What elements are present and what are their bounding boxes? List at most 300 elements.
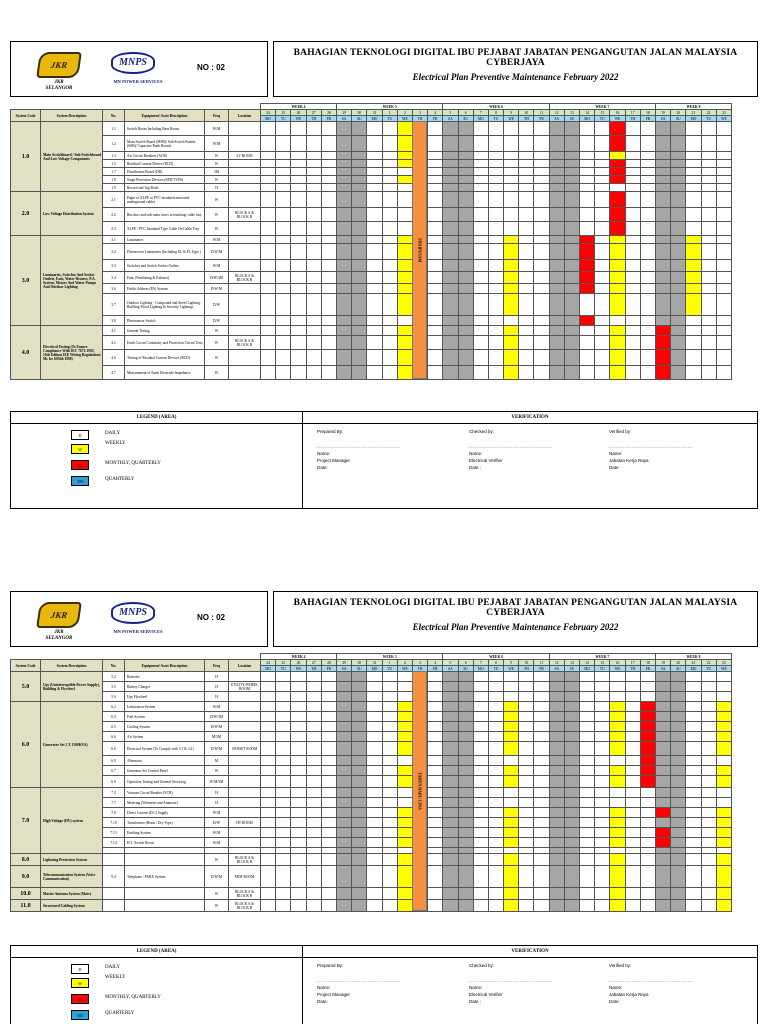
schedule-cell[interactable] <box>276 152 291 160</box>
schedule-cell[interactable] <box>701 682 716 692</box>
schedule-cell[interactable] <box>671 168 686 176</box>
schedule-cell[interactable] <box>519 244 534 260</box>
schedule-cell[interactable] <box>473 350 488 366</box>
schedule-cell[interactable] <box>428 900 443 912</box>
schedule-cell[interactable] <box>580 366 595 380</box>
schedule-cell[interactable] <box>640 272 655 284</box>
schedule-cell[interactable] <box>397 222 412 236</box>
schedule-cell[interactable] <box>640 326 655 336</box>
schedule-cell[interactable] <box>458 672 473 682</box>
schedule-cell[interactable] <box>337 336 352 350</box>
schedule-cell[interactable] <box>261 176 276 184</box>
schedule-cell[interactable] <box>671 866 686 888</box>
schedule-cell[interactable] <box>382 808 397 818</box>
schedule-cell[interactable] <box>534 702 549 712</box>
schedule-cell[interactable] <box>625 798 640 808</box>
schedule-cell[interactable] <box>306 350 321 366</box>
schedule-cell[interactable] <box>625 900 640 912</box>
schedule-cell[interactable] <box>337 732 352 742</box>
schedule-cell[interactable] <box>473 152 488 160</box>
schedule-cell[interactable] <box>397 838 412 848</box>
schedule-cell[interactable] <box>321 284 336 294</box>
schedule-cell[interactable] <box>488 712 503 722</box>
schedule-cell[interactable] <box>261 294 276 316</box>
schedule-cell[interactable] <box>534 900 549 912</box>
schedule-cell[interactable] <box>564 192 579 208</box>
schedule-cell[interactable] <box>352 756 367 766</box>
schedule-cell[interactable] <box>276 272 291 284</box>
schedule-cell[interactable] <box>261 184 276 192</box>
schedule-cell[interactable] <box>337 756 352 766</box>
schedule-cell[interactable] <box>504 260 519 272</box>
schedule-cell[interactable] <box>534 756 549 766</box>
schedule-cell[interactable] <box>716 742 731 756</box>
schedule-cell[interactable] <box>625 326 640 336</box>
schedule-cell[interactable] <box>519 136 534 152</box>
schedule-cell[interactable] <box>306 176 321 184</box>
schedule-cell[interactable] <box>519 272 534 284</box>
schedule-cell[interactable] <box>276 702 291 712</box>
schedule-cell[interactable] <box>473 222 488 236</box>
schedule-cell[interactable] <box>610 888 625 900</box>
schedule-cell[interactable] <box>306 722 321 732</box>
schedule-cell[interactable] <box>595 808 610 818</box>
schedule-cell[interactable] <box>473 712 488 722</box>
schedule-cell[interactable] <box>337 236 352 244</box>
schedule-cell[interactable] <box>504 316 519 326</box>
schedule-cell[interactable] <box>261 828 276 838</box>
schedule-cell[interactable] <box>610 244 625 260</box>
schedule-cell[interactable] <box>549 208 564 222</box>
schedule-cell[interactable] <box>428 152 443 160</box>
schedule-cell[interactable] <box>367 798 382 808</box>
schedule-cell[interactable] <box>337 222 352 236</box>
schedule-cell[interactable] <box>564 336 579 350</box>
schedule-cell[interactable] <box>549 260 564 272</box>
schedule-cell[interactable] <box>595 136 610 152</box>
schedule-cell[interactable] <box>337 722 352 732</box>
schedule-cell[interactable] <box>473 366 488 380</box>
schedule-cell[interactable] <box>306 798 321 808</box>
schedule-cell[interactable] <box>640 294 655 316</box>
schedule-cell[interactable] <box>671 244 686 260</box>
schedule-cell[interactable] <box>610 350 625 366</box>
schedule-cell[interactable] <box>595 168 610 176</box>
schedule-cell[interactable] <box>261 244 276 260</box>
schedule-cell[interactable] <box>640 244 655 260</box>
schedule-cell[interactable] <box>291 766 306 776</box>
schedule-cell[interactable] <box>686 866 701 888</box>
schedule-cell[interactable] <box>504 208 519 222</box>
schedule-cell[interactable] <box>549 244 564 260</box>
schedule-cell[interactable] <box>671 294 686 316</box>
schedule-cell[interactable] <box>519 838 534 848</box>
schedule-cell[interactable] <box>716 122 731 136</box>
schedule-cell[interactable] <box>473 136 488 152</box>
schedule-cell[interactable] <box>321 336 336 350</box>
schedule-cell[interactable] <box>564 888 579 900</box>
schedule-cell[interactable] <box>625 184 640 192</box>
schedule-cell[interactable] <box>716 722 731 732</box>
schedule-cell[interactable] <box>534 854 549 866</box>
schedule-cell[interactable] <box>306 766 321 776</box>
schedule-cell[interactable] <box>564 702 579 712</box>
schedule-cell[interactable] <box>337 294 352 316</box>
schedule-cell[interactable] <box>656 244 671 260</box>
schedule-cell[interactable] <box>367 350 382 366</box>
schedule-cell[interactable] <box>716 798 731 808</box>
schedule-cell[interactable] <box>610 294 625 316</box>
schedule-cell[interactable] <box>549 808 564 818</box>
schedule-cell[interactable] <box>564 742 579 756</box>
schedule-cell[interactable] <box>549 326 564 336</box>
schedule-cell[interactable] <box>640 160 655 168</box>
schedule-cell[interactable] <box>595 854 610 866</box>
schedule-cell[interactable] <box>595 866 610 888</box>
schedule-cell[interactable] <box>549 272 564 284</box>
schedule-cell[interactable] <box>610 854 625 866</box>
schedule-cell[interactable] <box>671 336 686 350</box>
schedule-cell[interactable] <box>321 776 336 788</box>
schedule-cell[interactable] <box>367 208 382 222</box>
schedule-cell[interactable] <box>306 326 321 336</box>
schedule-cell[interactable] <box>352 722 367 732</box>
schedule-cell[interactable] <box>625 294 640 316</box>
schedule-cell[interactable] <box>428 366 443 380</box>
schedule-cell[interactable] <box>595 122 610 136</box>
schedule-cell[interactable] <box>443 776 458 788</box>
schedule-cell[interactable] <box>367 272 382 284</box>
schedule-cell[interactable] <box>382 160 397 168</box>
schedule-cell[interactable] <box>656 742 671 756</box>
schedule-cell[interactable] <box>261 866 276 888</box>
schedule-cell[interactable] <box>321 766 336 776</box>
schedule-cell[interactable] <box>291 788 306 798</box>
schedule-cell[interactable] <box>656 208 671 222</box>
schedule-cell[interactable] <box>488 366 503 380</box>
schedule-cell[interactable] <box>488 168 503 176</box>
schedule-cell[interactable] <box>716 284 731 294</box>
schedule-cell[interactable] <box>701 766 716 776</box>
schedule-cell[interactable] <box>458 798 473 808</box>
schedule-cell[interactable] <box>549 776 564 788</box>
schedule-cell[interactable] <box>564 122 579 136</box>
schedule-cell[interactable] <box>458 366 473 380</box>
schedule-cell[interactable] <box>580 284 595 294</box>
schedule-cell[interactable] <box>595 682 610 692</box>
schedule-cell[interactable] <box>686 168 701 176</box>
schedule-cell[interactable] <box>671 702 686 712</box>
schedule-cell[interactable] <box>686 900 701 912</box>
schedule-cell[interactable] <box>428 854 443 866</box>
schedule-cell[interactable] <box>716 184 731 192</box>
schedule-cell[interactable] <box>321 272 336 284</box>
schedule-cell[interactable] <box>291 712 306 722</box>
schedule-cell[interactable] <box>488 152 503 160</box>
schedule-cell[interactable] <box>564 682 579 692</box>
schedule-cell[interactable] <box>428 798 443 808</box>
schedule-cell[interactable] <box>458 260 473 272</box>
schedule-cell[interactable] <box>549 350 564 366</box>
schedule-cell[interactable] <box>458 136 473 152</box>
schedule-cell[interactable] <box>534 776 549 788</box>
schedule-cell[interactable] <box>367 776 382 788</box>
schedule-cell[interactable] <box>458 756 473 766</box>
schedule-cell[interactable] <box>686 692 701 702</box>
schedule-cell[interactable] <box>443 692 458 702</box>
schedule-cell[interactable] <box>382 168 397 176</box>
schedule-cell[interactable] <box>428 722 443 732</box>
schedule-cell[interactable] <box>321 294 336 316</box>
schedule-cell[interactable] <box>321 866 336 888</box>
schedule-cell[interactable] <box>549 152 564 160</box>
schedule-cell[interactable] <box>443 244 458 260</box>
schedule-cell[interactable] <box>504 866 519 888</box>
schedule-cell[interactable] <box>640 136 655 152</box>
schedule-cell[interactable] <box>488 888 503 900</box>
schedule-cell[interactable] <box>504 176 519 184</box>
schedule-cell[interactable] <box>580 732 595 742</box>
schedule-cell[interactable] <box>352 818 367 828</box>
schedule-cell[interactable] <box>549 294 564 316</box>
schedule-cell[interactable] <box>716 838 731 848</box>
schedule-cell[interactable] <box>443 742 458 756</box>
schedule-cell[interactable] <box>321 756 336 766</box>
schedule-cell[interactable] <box>534 838 549 848</box>
schedule-cell[interactable] <box>686 244 701 260</box>
schedule-cell[interactable] <box>428 732 443 742</box>
schedule-cell[interactable] <box>686 712 701 722</box>
schedule-cell[interactable] <box>686 192 701 208</box>
schedule-cell[interactable] <box>504 682 519 692</box>
schedule-cell[interactable] <box>580 326 595 336</box>
schedule-cell[interactable] <box>367 732 382 742</box>
schedule-cell[interactable] <box>367 192 382 208</box>
schedule-cell[interactable] <box>595 766 610 776</box>
schedule-cell[interactable] <box>261 798 276 808</box>
schedule-cell[interactable] <box>534 828 549 838</box>
schedule-cell[interactable] <box>580 192 595 208</box>
schedule-cell[interactable] <box>291 682 306 692</box>
schedule-cell[interactable] <box>716 176 731 184</box>
schedule-cell[interactable] <box>610 152 625 160</box>
schedule-cell[interactable] <box>519 366 534 380</box>
schedule-cell[interactable] <box>549 888 564 900</box>
schedule-cell[interactable] <box>549 722 564 732</box>
schedule-cell[interactable] <box>564 788 579 798</box>
schedule-cell[interactable] <box>671 176 686 184</box>
schedule-cell[interactable] <box>701 236 716 244</box>
schedule-cell[interactable] <box>291 192 306 208</box>
schedule-cell[interactable] <box>276 682 291 692</box>
schedule-cell[interactable] <box>671 722 686 732</box>
schedule-cell[interactable] <box>488 244 503 260</box>
schedule-cell[interactable] <box>337 122 352 136</box>
schedule-cell[interactable] <box>352 336 367 350</box>
schedule-cell[interactable] <box>640 722 655 732</box>
schedule-cell[interactable] <box>443 756 458 766</box>
schedule-cell[interactable] <box>488 184 503 192</box>
schedule-cell[interactable] <box>519 316 534 326</box>
schedule-cell[interactable] <box>610 672 625 682</box>
schedule-cell[interactable] <box>640 854 655 866</box>
schedule-cell[interactable] <box>321 136 336 152</box>
schedule-cell[interactable] <box>352 350 367 366</box>
schedule-cell[interactable] <box>595 222 610 236</box>
schedule-cell[interactable] <box>337 244 352 260</box>
schedule-cell[interactable] <box>656 168 671 176</box>
schedule-cell[interactable] <box>261 272 276 284</box>
schedule-cell[interactable] <box>367 722 382 732</box>
schedule-cell[interactable] <box>519 336 534 350</box>
schedule-cell[interactable] <box>519 122 534 136</box>
schedule-cell[interactable] <box>473 176 488 184</box>
schedule-cell[interactable] <box>367 316 382 326</box>
schedule-cell[interactable] <box>397 244 412 260</box>
schedule-cell[interactable] <box>488 336 503 350</box>
schedule-cell[interactable] <box>488 756 503 766</box>
schedule-cell[interactable] <box>595 776 610 788</box>
schedule-cell[interactable] <box>321 900 336 912</box>
schedule-cell[interactable] <box>276 808 291 818</box>
schedule-cell[interactable] <box>352 788 367 798</box>
schedule-cell[interactable] <box>367 702 382 712</box>
schedule-cell[interactable] <box>337 160 352 168</box>
schedule-cell[interactable] <box>701 176 716 184</box>
schedule-cell[interactable] <box>473 692 488 702</box>
schedule-cell[interactable] <box>397 366 412 380</box>
schedule-cell[interactable] <box>306 236 321 244</box>
schedule-cell[interactable] <box>473 160 488 168</box>
schedule-cell[interactable] <box>443 272 458 284</box>
schedule-cell[interactable] <box>367 742 382 756</box>
schedule-cell[interactable] <box>443 176 458 184</box>
schedule-cell[interactable] <box>686 672 701 682</box>
schedule-cell[interactable] <box>276 732 291 742</box>
schedule-cell[interactable] <box>321 168 336 176</box>
schedule-cell[interactable] <box>716 192 731 208</box>
schedule-cell[interactable] <box>656 732 671 742</box>
schedule-cell[interactable] <box>306 136 321 152</box>
schedule-cell[interactable] <box>671 160 686 168</box>
schedule-cell[interactable] <box>321 732 336 742</box>
schedule-cell[interactable] <box>306 742 321 756</box>
schedule-cell[interactable] <box>716 294 731 316</box>
schedule-cell[interactable] <box>625 732 640 742</box>
schedule-cell[interactable] <box>397 712 412 722</box>
schedule-cell[interactable] <box>367 122 382 136</box>
schedule-cell[interactable] <box>321 184 336 192</box>
schedule-cell[interactable] <box>701 828 716 838</box>
schedule-cell[interactable] <box>504 692 519 702</box>
schedule-cell[interactable] <box>382 722 397 732</box>
schedule-cell[interactable] <box>337 788 352 798</box>
schedule-cell[interactable] <box>519 722 534 732</box>
schedule-cell[interactable] <box>580 350 595 366</box>
schedule-cell[interactable] <box>382 712 397 722</box>
schedule-cell[interactable] <box>534 366 549 380</box>
schedule-cell[interactable] <box>549 284 564 294</box>
schedule-cell[interactable] <box>656 326 671 336</box>
schedule-cell[interactable] <box>321 316 336 326</box>
schedule-cell[interactable] <box>640 798 655 808</box>
schedule-cell[interactable] <box>291 244 306 260</box>
schedule-cell[interactable] <box>640 692 655 702</box>
schedule-cell[interactable] <box>701 260 716 272</box>
schedule-cell[interactable] <box>580 756 595 766</box>
schedule-cell[interactable] <box>306 208 321 222</box>
schedule-cell[interactable] <box>458 326 473 336</box>
schedule-cell[interactable] <box>656 838 671 848</box>
schedule-cell[interactable] <box>306 366 321 380</box>
schedule-cell[interactable] <box>473 742 488 756</box>
schedule-cell[interactable] <box>352 702 367 712</box>
schedule-cell[interactable] <box>488 160 503 168</box>
schedule-cell[interactable] <box>595 742 610 756</box>
schedule-cell[interactable] <box>382 236 397 244</box>
schedule-cell[interactable] <box>716 366 731 380</box>
schedule-cell[interactable] <box>519 260 534 272</box>
schedule-cell[interactable] <box>564 818 579 828</box>
schedule-cell[interactable] <box>337 260 352 272</box>
schedule-cell[interactable] <box>291 692 306 702</box>
schedule-cell[interactable] <box>291 854 306 866</box>
schedule-cell[interactable] <box>504 184 519 192</box>
schedule-cell[interactable] <box>473 776 488 788</box>
schedule-cell[interactable] <box>382 682 397 692</box>
schedule-cell[interactable] <box>549 766 564 776</box>
schedule-cell[interactable] <box>656 798 671 808</box>
schedule-cell[interactable] <box>291 176 306 184</box>
schedule-cell[interactable] <box>291 722 306 732</box>
schedule-cell[interactable] <box>488 692 503 702</box>
schedule-cell[interactable] <box>656 284 671 294</box>
schedule-cell[interactable] <box>625 192 640 208</box>
schedule-cell[interactable] <box>321 788 336 798</box>
schedule-cell[interactable] <box>397 236 412 244</box>
schedule-cell[interactable] <box>519 808 534 818</box>
schedule-cell[interactable] <box>519 776 534 788</box>
schedule-cell[interactable] <box>519 294 534 316</box>
schedule-cell[interactable] <box>504 776 519 788</box>
schedule-cell[interactable] <box>625 244 640 260</box>
schedule-cell[interactable] <box>595 184 610 192</box>
schedule-cell[interactable] <box>519 900 534 912</box>
schedule-cell[interactable] <box>716 260 731 272</box>
schedule-cell[interactable] <box>443 336 458 350</box>
schedule-cell[interactable] <box>321 712 336 722</box>
schedule-cell[interactable] <box>488 866 503 888</box>
schedule-cell[interactable] <box>473 818 488 828</box>
schedule-cell[interactable] <box>656 854 671 866</box>
schedule-cell[interactable] <box>671 692 686 702</box>
schedule-cell[interactable] <box>656 294 671 316</box>
schedule-cell[interactable] <box>443 828 458 838</box>
schedule-cell[interactable] <box>337 350 352 366</box>
schedule-cell[interactable] <box>686 260 701 272</box>
schedule-cell[interactable] <box>261 702 276 712</box>
schedule-cell[interactable] <box>321 122 336 136</box>
schedule-cell[interactable] <box>595 326 610 336</box>
schedule-cell[interactable] <box>428 192 443 208</box>
schedule-cell[interactable] <box>382 828 397 838</box>
schedule-cell[interactable] <box>549 160 564 168</box>
schedule-cell[interactable] <box>686 828 701 838</box>
schedule-cell[interactable] <box>549 136 564 152</box>
schedule-cell[interactable] <box>458 176 473 184</box>
schedule-cell[interactable] <box>488 192 503 208</box>
schedule-cell[interactable] <box>701 888 716 900</box>
